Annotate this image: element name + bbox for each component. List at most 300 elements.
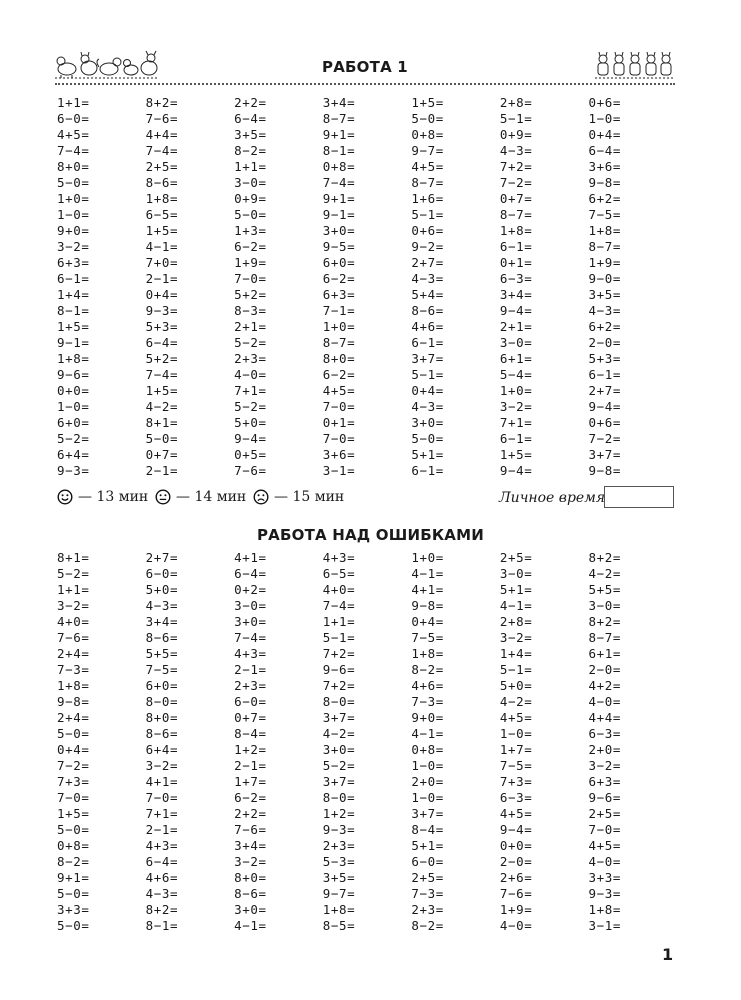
- exercise-cell: 9−3=: [57, 462, 90, 478]
- exercise-row: [57, 206, 677, 222]
- exercise-cell: 4+0=: [322, 581, 356, 597]
- exercise-cell: 4−2=: [499, 693, 533, 709]
- exercise-row: [57, 629, 677, 645]
- exercise-cell: 4−0=: [499, 917, 533, 933]
- exercise-cell: 0+0=: [499, 837, 533, 853]
- exercise-cell: 1+8=: [411, 645, 444, 661]
- exercise-cell: 0+7=: [499, 190, 533, 206]
- exercise-cell: 9−6=: [588, 789, 621, 805]
- exercise-cell: 8−1=: [57, 302, 90, 318]
- exercise-cell: 3+3=: [57, 901, 90, 917]
- exercise-cell: 9−3=: [588, 885, 621, 901]
- exercise-row: [57, 757, 677, 773]
- exercise-cell: 7−4=: [145, 142, 179, 158]
- exercise-cell: 5−2=: [57, 565, 90, 581]
- exercise-cell: 3−2=: [145, 757, 179, 773]
- exercise-cell: 8−7=: [499, 206, 533, 222]
- exercise-cell: 7+2=: [499, 158, 533, 174]
- exercise-cell: 0+4=: [411, 613, 444, 629]
- personal-time-label: Личное время: [499, 490, 606, 506]
- exercise-cell: 3−1=: [588, 917, 621, 933]
- exercise-row: [57, 661, 677, 677]
- exercise-cell: 1+9=: [234, 254, 267, 270]
- exercise-cell: 1+8=: [588, 901, 621, 917]
- exercise-cell: 4+0=: [57, 613, 90, 629]
- exercise-cell: 7−4=: [322, 174, 356, 190]
- exercise-cell: 1+1=: [57, 94, 90, 110]
- exercise-cell: 6+3=: [322, 286, 356, 302]
- exercise-cell: 2+7=: [411, 254, 444, 270]
- exercise-row: [57, 318, 677, 334]
- exercise-cell: 5−2=: [57, 430, 90, 446]
- exercise-cell: 6−4=: [588, 142, 621, 158]
- exercise-cell: 9−1=: [57, 334, 90, 350]
- exercise-cell: 5−3=: [322, 853, 356, 869]
- exercise-cell: 7+1=: [499, 414, 533, 430]
- exercise-cell: 8−0=: [322, 693, 356, 709]
- exercise-cell: 4−1=: [499, 597, 533, 613]
- exercise-cell: 6−4=: [145, 853, 179, 869]
- exercise-cell: 3+3=: [588, 869, 621, 885]
- exercise-cell: 2+5=: [588, 805, 621, 821]
- exercise-cell: 8−6=: [234, 885, 267, 901]
- exercise-cell: 0+7=: [145, 446, 179, 462]
- exercise-cell: 3−0=: [499, 334, 533, 350]
- exercise-cell: 7−5=: [588, 206, 621, 222]
- exercise-cell: 1+8=: [588, 222, 621, 238]
- exercise-grid-1: [57, 94, 677, 478]
- exercise-cell: 7−6=: [234, 821, 267, 837]
- exercise-cell: 4−1=: [234, 917, 267, 933]
- exercise-cell: 9+1=: [322, 190, 356, 206]
- exercise-cell: 8−7=: [588, 629, 621, 645]
- exercise-cell: 6−0=: [145, 565, 179, 581]
- exercise-cell: 6−2=: [234, 238, 267, 254]
- exercise-cell: 2−0=: [588, 334, 621, 350]
- exercise-cell: 1+8=: [57, 350, 90, 366]
- exercise-cell: 1+1=: [234, 158, 267, 174]
- exercise-cell: 3+4=: [322, 94, 356, 110]
- exercise-cell: 7−6=: [234, 462, 267, 478]
- exercise-cell: 6−4=: [234, 565, 267, 581]
- exercise-cell: 1+0=: [499, 382, 533, 398]
- exercise-cell: 3+4=: [145, 613, 179, 629]
- exercise-cell: 2+0=: [411, 773, 444, 789]
- exercise-cell: 6−1=: [588, 366, 621, 382]
- exercise-cell: 0+8=: [411, 741, 444, 757]
- exercise-cell: 5−0=: [234, 206, 267, 222]
- exercise-cell: 7−4=: [234, 629, 267, 645]
- exercise-row: [57, 645, 677, 661]
- exercise-cell: 4+5=: [588, 837, 621, 853]
- exercise-cell: 1−0=: [499, 725, 533, 741]
- exercise-row: [57, 581, 677, 597]
- exercise-row: [57, 549, 677, 565]
- exercise-cell: 8+0=: [234, 869, 267, 885]
- exercise-cell: 3−0=: [499, 565, 533, 581]
- exercise-cell: 0+5=: [234, 446, 267, 462]
- exercise-row: [57, 462, 677, 478]
- exercise-cell: 4−2=: [588, 565, 621, 581]
- exercise-cell: 5+2=: [234, 286, 267, 302]
- exercise-cell: 5−4=: [499, 366, 533, 382]
- exercise-cell: 0+8=: [411, 126, 444, 142]
- exercise-cell: 4−3=: [411, 398, 444, 414]
- exercise-cell: 6+2=: [588, 318, 621, 334]
- exercise-cell: 7−4=: [145, 366, 179, 382]
- exercise-cell: 7−3=: [57, 661, 90, 677]
- exercise-cell: 8−0=: [322, 789, 356, 805]
- exercise-cell: 4+6=: [411, 677, 444, 693]
- exercise-cell: 7−6=: [145, 110, 179, 126]
- exercise-cell: 6−4=: [234, 110, 267, 126]
- exercise-cell: 2−1=: [145, 270, 179, 286]
- exercise-cell: 3+0=: [234, 901, 267, 917]
- exercise-cell: 6−5=: [145, 206, 179, 222]
- exercise-cell: 1+4=: [57, 286, 90, 302]
- exercise-cell: 8−6=: [145, 629, 179, 645]
- exercise-row: [57, 789, 677, 805]
- exercise-cell: 7−3=: [411, 885, 444, 901]
- exercise-cell: 7−0=: [322, 398, 356, 414]
- exercise-cell: 5−0=: [57, 725, 90, 741]
- exercise-cell: 9−7=: [411, 142, 444, 158]
- exercise-cell: 4−3=: [411, 270, 444, 286]
- exercise-cell: 0+4=: [57, 741, 90, 757]
- exercise-cell: 1+3=: [234, 222, 267, 238]
- exercise-cell: 8−3=: [234, 302, 267, 318]
- exercise-cell: 5+1=: [411, 446, 444, 462]
- exercise-cell: 9−4=: [234, 430, 267, 446]
- exercise-cell: 5−1=: [499, 661, 533, 677]
- exercise-cell: 5+0=: [234, 414, 267, 430]
- exercise-cell: 9+1=: [57, 869, 90, 885]
- exercise-cell: 5+5=: [145, 645, 179, 661]
- exercise-cell: 9−4=: [588, 398, 621, 414]
- exercise-cell: 2+3=: [234, 677, 267, 693]
- exercise-cell: 9+0=: [57, 222, 90, 238]
- exercise-cell: 1+0=: [322, 318, 356, 334]
- exercise-cell: 4+5=: [322, 382, 356, 398]
- exercise-cell: 1+5=: [57, 318, 90, 334]
- exercise-cell: 8+1=: [57, 549, 90, 565]
- exercise-row: [57, 142, 677, 158]
- exercise-cell: 2+3=: [322, 837, 356, 853]
- exercise-cell: 8−7=: [322, 334, 356, 350]
- exercise-row: [57, 222, 677, 238]
- exercise-row: [57, 366, 677, 382]
- exercise-cell: 1−0=: [411, 789, 444, 805]
- exercise-row: [57, 270, 677, 286]
- exercise-cell: 7−3=: [411, 693, 444, 709]
- exercise-cell: 2+8=: [499, 613, 533, 629]
- exercise-cell: 4+4=: [145, 126, 179, 142]
- exercise-cell: 7−0=: [322, 430, 356, 446]
- exercise-row: [57, 901, 677, 917]
- exercise-cell: 2+5=: [499, 549, 533, 565]
- exercise-cell: 9−3=: [322, 821, 356, 837]
- exercise-cell: 3+0=: [322, 222, 356, 238]
- exercise-cell: 3+5=: [234, 126, 267, 142]
- exercise-cell: 5−0=: [411, 430, 444, 446]
- exercise-cell: 5−0=: [145, 430, 179, 446]
- exercise-cell: 1−0=: [57, 398, 90, 414]
- exercise-cell: 2+7=: [145, 549, 179, 565]
- exercise-cell: 2+8=: [499, 94, 533, 110]
- exercise-cell: 5−0=: [411, 110, 444, 126]
- exercise-cell: 4−3=: [145, 597, 179, 613]
- exercise-cell: 6−1=: [499, 430, 533, 446]
- exercise-cell: 6+1=: [499, 350, 533, 366]
- exercise-cell: 8−6=: [411, 302, 444, 318]
- exercise-cell: 8+2=: [145, 94, 179, 110]
- exercise-cell: 8−1=: [322, 142, 356, 158]
- exercise-cell: 9−4=: [499, 462, 533, 478]
- exercise-cell: 1+0=: [57, 190, 90, 206]
- exercise-cell: 5−0=: [57, 885, 90, 901]
- exercise-cell: 8+2=: [588, 613, 621, 629]
- exercise-grid-2: [57, 549, 677, 933]
- frowning-face-icon: [253, 489, 269, 505]
- exercise-cell: 2+6=: [499, 869, 533, 885]
- exercise-cell: 7+3=: [57, 773, 90, 789]
- exercise-cell: 8−7=: [322, 110, 356, 126]
- exercise-row: [57, 773, 677, 789]
- exercise-cell: 8−7=: [411, 174, 444, 190]
- exercise-cell: 7−1=: [322, 302, 356, 318]
- exercise-cell: 1+0=: [411, 549, 444, 565]
- exercise-cell: 6+0=: [57, 414, 90, 430]
- exercise-cell: 7+3=: [499, 773, 533, 789]
- exercise-cell: 6+3=: [588, 773, 621, 789]
- exercise-row: [57, 853, 677, 869]
- exercise-cell: 3+7=: [588, 446, 621, 462]
- exercise-cell: 6−5=: [322, 565, 356, 581]
- exercise-cell: 4+6=: [145, 869, 179, 885]
- exercise-cell: 4−2=: [145, 398, 179, 414]
- exercise-row: [57, 94, 677, 110]
- exercise-cell: 6+4=: [57, 446, 90, 462]
- header: [55, 45, 675, 87]
- exercise-cell: 2+7=: [588, 382, 621, 398]
- exercise-cell: 7+2=: [322, 677, 356, 693]
- exercise-cell: 4−1=: [145, 238, 179, 254]
- exercise-row: [57, 190, 677, 206]
- exercise-cell: 8−6=: [145, 725, 179, 741]
- exercise-cell: 3−0=: [588, 597, 621, 613]
- exercise-cell: 3+7=: [322, 773, 356, 789]
- exercise-cell: 6−2=: [322, 366, 356, 382]
- exercise-cell: 9−8=: [411, 597, 444, 613]
- exercise-cell: 0+0=: [57, 382, 90, 398]
- exercise-cell: 7−5=: [145, 661, 179, 677]
- personal-time-box[interactable]: [604, 486, 674, 508]
- exercise-cell: 1+8=: [145, 190, 179, 206]
- exercise-cell: 5−1=: [411, 206, 444, 222]
- exercise-cell: 3+7=: [411, 350, 444, 366]
- exercise-cell: 4−0=: [234, 366, 267, 382]
- exercise-cell: 8−6=: [145, 174, 179, 190]
- exercise-row: [57, 597, 677, 613]
- exercise-cell: 5−1=: [411, 366, 444, 382]
- exercise-cell: 2+5=: [145, 158, 179, 174]
- exercise-row: [57, 350, 677, 366]
- exercise-cell: 5+0=: [499, 677, 533, 693]
- exercise-row: [57, 565, 677, 581]
- exercise-cell: 3+0=: [411, 414, 444, 430]
- exercise-cell: 2+3=: [411, 901, 444, 917]
- exercise-row: [57, 805, 677, 821]
- page-title: РАБОТА 1: [322, 58, 408, 76]
- exercise-row: [57, 430, 677, 446]
- exercise-cell: 2+1=: [234, 318, 267, 334]
- exercise-cell: 0+9=: [234, 190, 267, 206]
- exercise-cell: 3+0=: [322, 741, 356, 757]
- exercise-cell: 2+4=: [57, 645, 90, 661]
- exercise-cell: 4+1=: [234, 549, 267, 565]
- exercise-cell: 6−1=: [57, 270, 90, 286]
- exercise-cell: 1+7=: [234, 773, 267, 789]
- exercise-cell: 8+2=: [145, 901, 179, 917]
- exercise-cell: 0+2=: [234, 581, 267, 597]
- legend-good: [57, 489, 148, 505]
- exercise-cell: 7+1=: [145, 805, 179, 821]
- exercise-cell: 3−2=: [234, 853, 267, 869]
- exercise-cell: 7−0=: [145, 789, 179, 805]
- exercise-cell: 9−6=: [57, 366, 90, 382]
- exercise-cell: 1+5=: [411, 94, 444, 110]
- legend-neutral: [155, 489, 246, 505]
- exercise-cell: 0+8=: [57, 837, 90, 853]
- exercise-cell: 4+1=: [411, 581, 444, 597]
- exercise-cell: 7−4=: [57, 142, 90, 158]
- exercise-cell: 7−2=: [57, 757, 90, 773]
- exercise-cell: 9−5=: [322, 238, 356, 254]
- exercise-cell: 5+3=: [145, 318, 179, 334]
- exercise-cell: 4+4=: [588, 709, 621, 725]
- exercise-cell: 1+5=: [145, 222, 179, 238]
- exercise-cell: 9+0=: [411, 709, 444, 725]
- exercise-cell: 5+3=: [588, 350, 621, 366]
- kittens-drawing-icon: [595, 49, 675, 83]
- exercise-row: [57, 158, 677, 174]
- exercise-cell: 7−0=: [588, 821, 621, 837]
- exercise-cell: 3+6=: [588, 158, 621, 174]
- exercise-row: [57, 238, 677, 254]
- exercise-cell: 6−1=: [499, 238, 533, 254]
- exercise-cell: 1+2=: [322, 805, 356, 821]
- exercise-cell: 8+2=: [588, 549, 621, 565]
- exercise-cell: 3+0=: [234, 613, 267, 629]
- exercise-cell: 6−3=: [588, 725, 621, 741]
- exercise-cell: 7−0=: [234, 270, 267, 286]
- legend-bad-text: — 15 мин: [274, 489, 345, 505]
- exercise-cell: 3+7=: [411, 805, 444, 821]
- exercise-cell: 6+0=: [145, 677, 179, 693]
- exercise-cell: 3−2=: [57, 597, 90, 613]
- exercise-row: [57, 126, 677, 142]
- exercise-row: [57, 741, 677, 757]
- exercise-row: [57, 613, 677, 629]
- exercise-cell: 6+3=: [57, 254, 90, 270]
- exercise-cell: 6−4=: [145, 334, 179, 350]
- exercise-cell: 4+5=: [57, 126, 90, 142]
- exercise-row: [57, 869, 677, 885]
- exercise-cell: 8−4=: [411, 821, 444, 837]
- exercise-row: [57, 286, 677, 302]
- exercise-row: [57, 254, 677, 270]
- exercise-cell: 4+6=: [411, 318, 444, 334]
- exercise-cell: 1+9=: [588, 254, 621, 270]
- exercise-row: [57, 382, 677, 398]
- exercise-cell: 9−3=: [145, 302, 179, 318]
- exercise-row: [57, 693, 677, 709]
- exercise-cell: 4+5=: [499, 805, 533, 821]
- exercise-cell: 6+2=: [588, 190, 621, 206]
- exercise-cell: 5−1=: [499, 110, 533, 126]
- exercise-cell: 3+4=: [234, 837, 267, 853]
- exercise-cell: 7−2=: [588, 430, 621, 446]
- exercise-cell: 6+0=: [322, 254, 356, 270]
- exercise-cell: 6−3=: [499, 789, 533, 805]
- exercise-cell: 2−1=: [234, 757, 267, 773]
- exercise-cell: 1+8=: [57, 677, 90, 693]
- exercise-cell: 0+4=: [588, 126, 621, 142]
- exercise-row: [57, 837, 677, 853]
- exercise-cell: 9−7=: [322, 885, 356, 901]
- exercise-cell: 6−0=: [57, 110, 90, 126]
- exercise-cell: 7−6=: [57, 629, 90, 645]
- exercise-cell: 2+1=: [499, 318, 533, 334]
- section-title-errors: РАБОТА НАД ОШИБКАМИ: [256, 526, 484, 544]
- exercise-cell: 4−1=: [411, 725, 444, 741]
- exercise-cell: 4+2=: [588, 677, 621, 693]
- exercise-cell: 9−4=: [499, 821, 533, 837]
- exercise-cell: 5+4=: [411, 286, 444, 302]
- exercise-cell: 1+5=: [499, 446, 533, 462]
- exercise-cell: 3+5=: [322, 869, 356, 885]
- exercise-cell: 0+4=: [145, 286, 179, 302]
- exercise-cell: 0+1=: [499, 254, 533, 270]
- exercise-cell: 2−0=: [499, 853, 533, 869]
- exercise-cell: 4+3=: [234, 645, 267, 661]
- exercise-cell: 4−3=: [588, 302, 621, 318]
- exercise-cell: 9−8=: [57, 693, 90, 709]
- exercise-cell: 4+3=: [322, 549, 356, 565]
- exercise-cell: 9−2=: [411, 238, 444, 254]
- exercise-cell: 5+0=: [145, 581, 179, 597]
- exercise-row: [57, 821, 677, 837]
- exercise-cell: 6−0=: [234, 693, 267, 709]
- exercise-cell: 9−8=: [588, 174, 621, 190]
- exercise-cell: 9−1=: [322, 206, 356, 222]
- exercise-cell: 5+1=: [411, 837, 444, 853]
- exercise-cell: 2+2=: [234, 94, 267, 110]
- exercise-cell: 1+2=: [234, 741, 267, 757]
- exercise-cell: 1+7=: [499, 741, 533, 757]
- exercise-row: [57, 334, 677, 350]
- exercise-cell: 6−0=: [411, 853, 444, 869]
- exercise-cell: 4−0=: [588, 853, 621, 869]
- exercise-cell: 8+0=: [322, 350, 356, 366]
- exercise-cell: 5−0=: [57, 174, 90, 190]
- exercise-row: [57, 398, 677, 414]
- exercise-cell: 9+1=: [322, 126, 356, 142]
- exercise-cell: 4−1=: [411, 565, 444, 581]
- exercise-cell: 8−2=: [411, 661, 444, 677]
- exercise-cell: 1+8=: [499, 222, 533, 238]
- exercise-cell: 9−0=: [588, 270, 621, 286]
